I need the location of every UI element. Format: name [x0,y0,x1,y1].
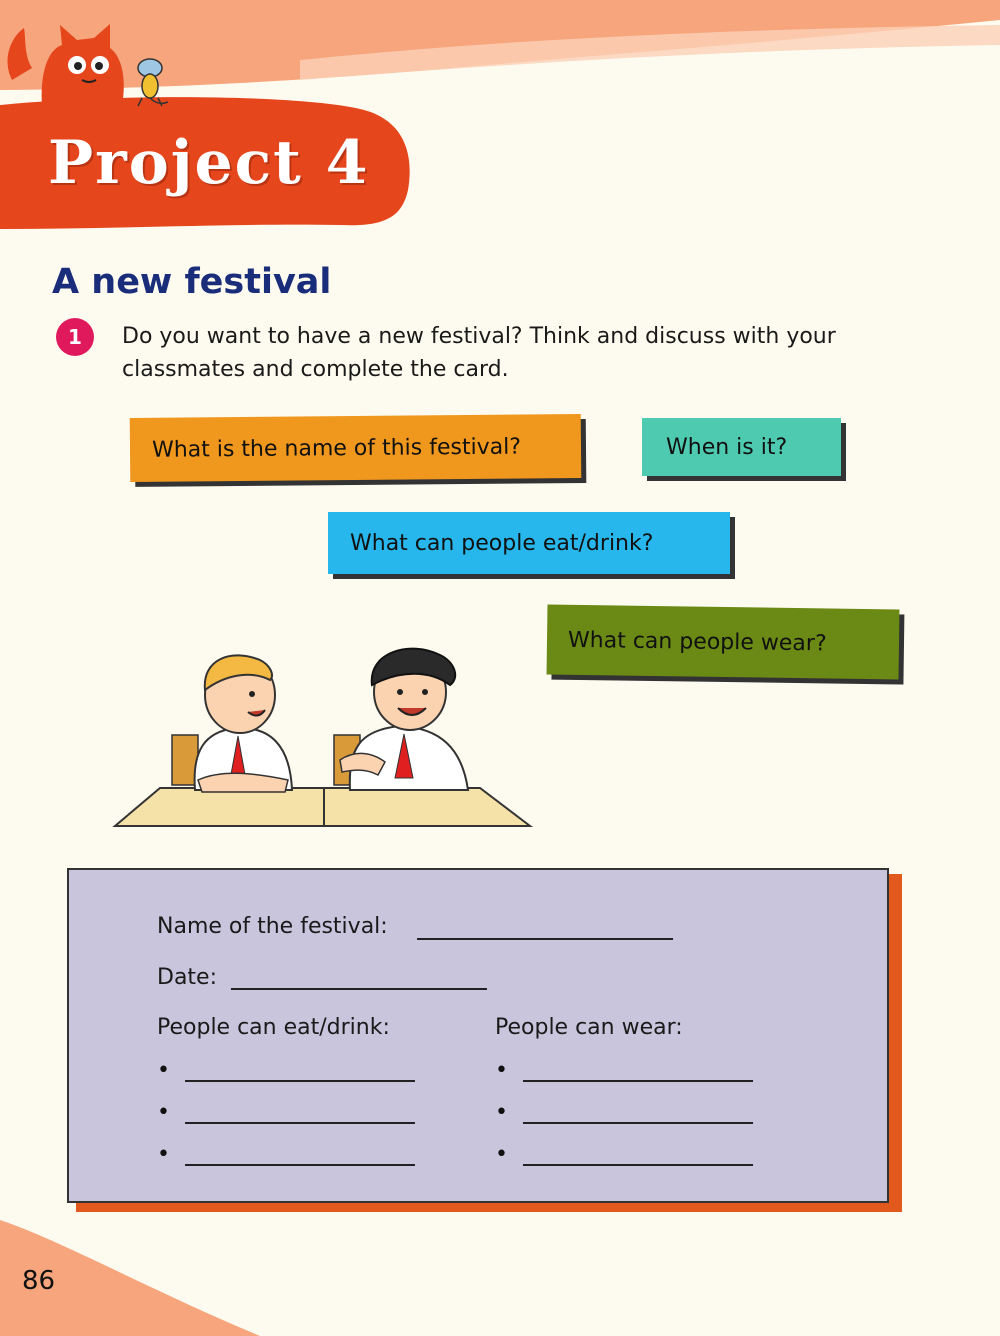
name-label: Name of the festival: [157,914,388,939]
section-title: A new festival [52,262,332,302]
bullet: • [495,1142,508,1167]
eat-answer-line-1[interactable] [185,1080,415,1082]
project-title: Project 4 [48,128,370,198]
bullet: • [157,1142,170,1167]
students-illustration [110,640,540,840]
date-label: Date: [157,965,217,990]
cat-icon [2,20,132,105]
question-wear: What can people wear? [547,605,900,680]
name-answer-line[interactable] [417,938,673,940]
instruction-text: Do you want to have a new festival? Think and discuss with your classmates and complete the card. [122,324,836,382]
wear-answer-line-2[interactable] [523,1122,753,1124]
mouse-icon [128,52,174,108]
eat-answer-line-3[interactable] [185,1164,415,1166]
eat-drink-label: People can eat/drink: [157,1015,390,1040]
wear-answer-line-3[interactable] [523,1164,753,1166]
wear-answer-line-1[interactable] [523,1080,753,1082]
bullet: • [157,1058,170,1083]
date-answer-line[interactable] [231,988,487,990]
question-when: When is it? [642,418,841,476]
wear-label: People can wear: [495,1015,683,1040]
question-eat-drink: What can people eat/drink? [328,512,730,574]
bullet: • [495,1058,508,1083]
festival-card [67,868,889,1203]
page-number: 86 [22,1266,56,1296]
bullet: • [495,1100,508,1125]
exercise-number-badge: 1 [56,318,94,356]
question-festival-name: What is the name of this festival? [130,414,582,482]
eat-answer-line-2[interactable] [185,1122,415,1124]
bullet: • [157,1100,170,1125]
